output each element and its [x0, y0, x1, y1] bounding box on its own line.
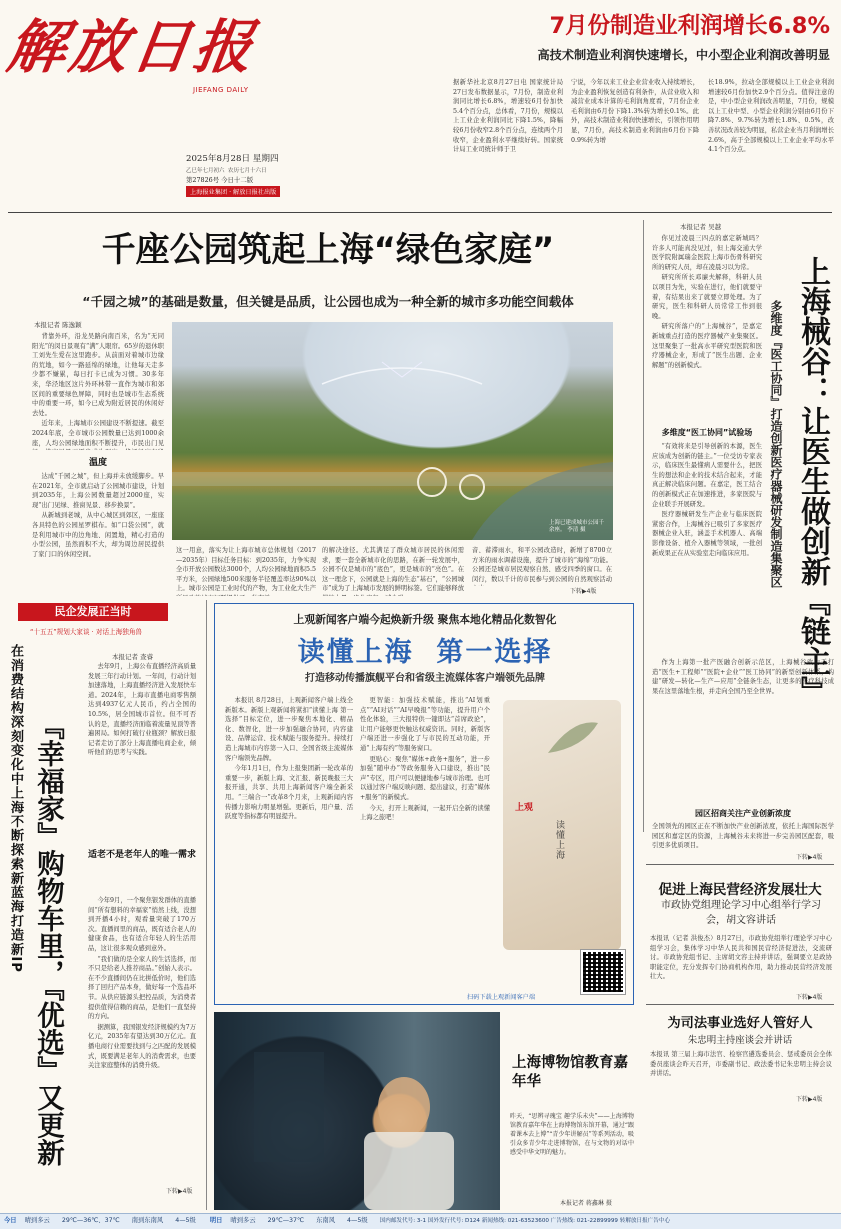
weather-tomorrow-wind: 东南风 — [316, 1217, 335, 1224]
museum-credit: 本报记者 蒋鑫琳 摄 — [560, 1200, 612, 1207]
museum-title — [512, 1054, 630, 1092]
park-col4: 音、蓄滞雨水，和平公园改造时，新增了8700立方米的雨水调蓄设施，提升了城市的“海绵”功能。公园还是城市居民观察自然、感受四季的窗口。在闵行，数以千计的市民参与到公园的自然观察活动 — [472, 547, 612, 583]
people-col1 — [88, 662, 196, 892]
weather-tomorrow-sky: 晴到多云 — [230, 1217, 256, 1224]
park-text: 背靠外环，沿龙吴路向南百米，名为“无同阳光”的闵日景观有“满”人眼帘。65岁的退休职工刘先生爱在这里跑步。从前面对着城市边缘的荒地，如今一路延绵的绿地，让他每天走多少都不嫌累，每日打卡已成为习惯。30多年来，华泾地区这片外环林带一直作为城市和郊区间的重要绿色屏障，同时也是城市生态系统中的重要一环，如今已成为附近居民的休闲好去处。 — [32, 333, 164, 417]
masthead-logo: 解放日报 — [3, 13, 261, 81]
masthead-issue: 第27826号 今日十二版 — [186, 176, 254, 184]
people-byline: 本报记者 查睿 — [112, 653, 154, 661]
park-byline: 本报记者 陈逸颖 — [34, 321, 82, 329]
masthead-group: 上海报业集团 · 解放日报社出版 — [186, 186, 280, 197]
app-phone-logo: 上观 — [515, 803, 534, 813]
machinery-vertical-title: 上海械谷：让医生做创新『链主』 — [795, 256, 830, 706]
qr-code-image[interactable] — [581, 950, 625, 994]
people-text: 据测算，我国银发经济规模约为7万亿元，2035年有望达到30万亿元。直播电商行业需要找到与之匹配的发展模式，既要满足老年人的消费需求，也要关注家庭整体的消费升级。 — [88, 1023, 196, 1070]
app-promo-col1 — [225, 696, 353, 996]
machinery-subheading: 多维度“医工协同”试验场 — [661, 428, 753, 437]
app-promo-text: 今年1月1日，作为上报集团新一轮改革的重要一步，新版上海、文汇报、新民晚报三大报开通，共享、共用上海新闻客户端全新采用。“三端合一”改革8个月来，上观新闻内容传播力影响力明显增强。更新后，用户量、活跃度等指标都有明显提升。 — [225, 765, 353, 821]
park-col3: 的解决途径。尤其满足了群众城市居民的休闲需求，要一套全新城市化的思路，在新一轮发展中，公园不仅是城市的“底色”，更是城市的“亮色”。在这一理念下，公园就是上海的生态“基石”，“公园城市”成为了上海城市发展的鲜明标签。它们能够释放 — [322, 547, 464, 593]
people-text: 去年9月，上海公布直播经济高质量发展三年行动计划。一年间，行动计划加速落地，上海直播经济进入发展快车道。2024年，上海市直播电商零售额达到4937亿元人民币，约占全国的10.5%，居全国城市首位。但不可否认的是，直播经济面临着流量见顶等普遍困局。如何打破行业瓶颈？解放日报记者走访了部分上海直播电商企业，倾听他们的思考与实践。 — [88, 663, 196, 757]
top-story-col3: 长18.9%，拉动全部规模以上工业企业利润增速较6月份加快2.9个百分点。值得注意的是，中小型企业利润改善明显，7月份，规模以上工业中型、小型企业利润分别由6月份下降7.8%、9.7%转为增长1.8%、0.5%，改善状况改善较为明显，私营企业当月利润增长2.6%，高于全部规模以上工业企业平均水平4.1个百分点。 — [708, 79, 834, 154]
divider — [643, 220, 644, 832]
park-photo-caption: 上海已建成城市公园千余座。 李清 摄 — [549, 520, 605, 533]
people-banner: 民企发展正当时 — [18, 603, 168, 621]
weather-today-level: 4—5级 — [175, 1217, 196, 1224]
park-col2: 这一用意，落实为让上海市城市总体规划（2017—2035年）目标任务目标：到2035年，力争实现全市开放公园数达3000个，人均公园绿地面积5.5平方米，公园绿地500米服务半径覆盖率达90%以上。城市公园是工业时代的产物，为工业化大生产 — [176, 547, 316, 593]
app-promo-text: 更贴心：聚焦“媒体+政务+服务”，进一步加强“随申办”等政务服务入口建设，推出“民声”专区，用户可以便捷地参与城市治理。也可以通过客户端反映问题、提出建议，打造“媒体+服务”的新模式。 — [360, 755, 490, 801]
machinery-text: “有效将来是引导创新的本源，医生应该成为创新的链主。”一位受访专家表示，临床医生最懂病人需要什么，把医生的想法和企业的技术结合起来，才能真正解决临床问题。在嘉定，医工结合的创新模式正在加速推进，多家医院与企业联手开展研发。 — [652, 443, 762, 508]
weather-today-wind: 南到东南风 — [131, 1217, 164, 1224]
app-phone-image — [503, 700, 621, 950]
park-col1 — [32, 332, 164, 564]
park-continue[interactable]: 下转▶4版 — [570, 588, 597, 595]
museum-title-text: 上海博物馆教育嘉年华 — [512, 1055, 628, 1090]
machinery-vertical-subtitle: 多维度『医工协同』打造创新医疗器械研发制造集聚区 — [769, 300, 783, 588]
museum-photo — [214, 1012, 500, 1210]
judicial-subtitle: 朱忠明主持座谈会并讲话 — [687, 1035, 793, 1046]
app-promo-subtitle: 打造移动传播旗舰平台和省级主流媒体客户端领先品牌 — [305, 673, 545, 684]
app-promo-text: 今天，打开上观新闻，一起开启全新的读懂上海之旅吧！ — [360, 804, 490, 822]
lunar-date-2: 农历七月十六日 — [228, 168, 267, 174]
app-promo-text: 本报讯 8月28日，上观新闻客户端上线全新版本。新版上观新闻将紧扣“读懂上海 第一选择”目标定位，进一步聚焦本地化、精品化、数智化，进一步加强融合协同，内容建设、品牌运营、技术赋能与服务提升。持续打造上海城市内容第一入口、全国省级主流媒体客户端领先品牌。 — [225, 697, 353, 762]
people-vertical-title: 在消费结构深刻变化中上海不断探索新蓝海打造新IP — [8, 644, 23, 973]
weather-today-sky: 晴到多云 — [24, 1217, 50, 1224]
machinery-text: 作为上海第一批产医融合创新示范区，上海械谷致力于打造“医生+工程师”“医院+企业”“医工协同”的新型创新体系，构建“研发—转化—生产—应用”全链条生态，让更多的医疗科技成果在这里落地生根，并走向全国乃至全世界。 — [652, 659, 834, 695]
top-story-title: 7月份制造业利润增长6.8% — [549, 13, 830, 39]
people-col1b — [88, 896, 196, 1208]
park-subhead: “千园之城”的基础是数量，但关键是品质，让公园也成为一种全新的城市多功能空间载体 — [82, 294, 574, 309]
divider — [206, 600, 207, 1210]
park-text: 近年来，上海城市公园建设不断提速。截至2024年底，全市城市公园数量已达到1000余座，人均公园绿地面积不断提升，市民出门见 — [32, 420, 164, 447]
app-promo-text: 更智能：加强技术赋能，推出“AI划重点”“AI对话”“AI早晚报”等功能，提升用户个性化体验，三大报特供一键即达“首席政论”，让用户能够更快触达权威资讯。同时，新版客户端还进一步强化了与市民的互动功能，开通“上海有约”等服务窗口。 — [360, 697, 490, 752]
people-series: “十五五”规划大家谈 · 对话上海独角兽 — [30, 628, 143, 636]
machinery-text: 医疗器械研发生产企业与临床医院紧密合作，上海械谷已吸引了多家医疗器械企业入驻，涵盖手术机器人、高端影像设备、植介入器械等领域，一批创新成果正在从实验室走向临床应用。 — [652, 511, 762, 557]
judicial-continue[interactable]: 下转▶4版 — [796, 1096, 823, 1103]
machinery-subheading-2: 园区招商关注产业创新浓度 — [695, 809, 791, 818]
app-phone-slogan: 读懂上海 — [554, 820, 564, 860]
divider — [646, 864, 834, 865]
park-text: 达成“千园之城”，但上海并未放缓脚步。早在2021年，全市就启动了公园城市建设，计划到2035年，上海公园数量超过2000座，实现“出门见绿、推窗见景、移步换景”。 — [32, 473, 164, 509]
weather-bar — [0, 1213, 841, 1229]
park-headline: 千座公园筑起上海“绿色家庭” — [101, 230, 555, 270]
app-promo-col2 — [360, 696, 490, 996]
lunar-date-1: 乙巳年七月初六 — [186, 168, 225, 174]
top-story-col1: 据新华社北京8月27日电 国家统计局27日发布数据显示，7月份，制造业利润同比增长6.8%，增速较6月份加快5.4个百分点，总体看，7月份，规模以上工业企业利润同比下降1.5%，降幅较6月份收窄2.8个百分点，连续两个月收窄，企业盈利水平继续好转。国家统计局工业司统计师于卫 — [453, 79, 563, 154]
museum-caption: 昨天，“思辨寻瑰宝 趣学乐未央”——上海博物馆教育嘉年华在上海博物馆东馆开幕，通过“跟着课本去上博”“青少年讲解员”等系列活动，吸引众多青少年走进博物馆，在与文物的对话中感受中华文明的魅力。 — [510, 1113, 634, 1156]
private-econ-continue[interactable]: 下转▶4版 — [796, 994, 823, 1001]
machinery-continue[interactable]: 下转▶4版 — [796, 854, 823, 861]
people-text: “我们做的是全家人的生活选择，而不只是给老人推荐商品。”创始人表示。在不少直播间仍在比拼低价时，他们选择了回归产品本身，做好每一个选品环节。从供应链源头把控品质，为消费者提供值得信赖的商品，是他们一直坚持的方向。 — [88, 955, 196, 1021]
masthead-english: JIEFANG DAILY — [193, 86, 249, 94]
app-promo-box — [214, 603, 634, 1005]
people-vertical-title-main: 『幸福家』购物车里，『优选』又更新 — [32, 712, 64, 1166]
bridge-image — [172, 322, 613, 540]
divider — [646, 1004, 834, 1005]
machinery-text: 研究所所长邓廉夫解释，科研人员以项目为先，实验在进行，他们就要守着，有结果出来了就要立即处理。为了研究，医生和科研人员常常工作到很晚。 — [652, 274, 762, 320]
top-story-subtitle: 高技术制造业利润快速增长，中小型企业利润改善明显 — [537, 48, 830, 62]
top-story-col2: 宁说，今年以来工业企业营业收入持续增长，为企业盈利恢复创造有利条件，从营业收入和减营业成本计算的毛利润角度看，7月份企业毛利润由6月份下降1.3%转为增长0.1%。此外，高技术制造业利润快速增长，引领作用明显，7月份，高技术制造业利润由6月份下降0.9%转为增 — [571, 79, 699, 144]
child-reading-image — [214, 1012, 500, 1210]
app-promo-title: 读懂上海 第一选择 — [297, 637, 553, 668]
park-text: 从新城到老城，从中心城区到郊区，一座座各具特色的公园星罗棋布。如“口袋公园”，就是利用城市中的边角地、闲置地，精心打造的小型公园，虽然面积不大，却为周边居民提供了家门口的休闲空间。 — [32, 512, 164, 558]
leaf-icon — [543, 718, 603, 758]
qr-caption: 扫码下载上观新闻客户端 — [467, 994, 536, 1001]
masthead-lunar — [186, 166, 267, 174]
footer-info: 国内邮发代号: 3-1 国外发行代号: D124 新闻热线: 021-63523600 广告热线: 021-22899999 转解放日报广告中心 — [379, 1218, 671, 1224]
machinery-text: 研究所落户的“上海械谷”，是嘉定新城重点打造的医疗器械产业集聚区。这里聚集了一批高水平研究型医院和医疗器械企业，形成了“医生出题、企业解题”的创新模式。 — [652, 323, 762, 369]
weather-tomorrow-temp: 29℃—37℃ — [267, 1217, 305, 1224]
private-econ-subtitle: 市政协党组理论学习中心组举行学习会，胡文容讲话 — [661, 900, 821, 926]
people-continue[interactable]: 下转▶4版 — [166, 1188, 193, 1195]
machinery-col-bottom: 全国领先的园区正在不断加快产业创新浓度，依托上海国际医学园区和嘉定区的资源，上海械谷未来将进一步完善园区配套，吸引更多优质项目。 — [652, 823, 834, 850]
park-photo — [172, 322, 613, 540]
private-econ-body: 本报讯（记者 洪俊杰）8月27日，市政协党组举行理论学习中心组学习会，集体学习中华人民共和国民营经济促进法，交流研讨。市政协党组书记、主席胡文容主持并讲话，强调要立足政协职能定位，充分发挥专门协商机构作用，助力推动民营经济发展壮大。 — [650, 935, 832, 981]
app-promo-kicker: 上观新闻客户端今起焕新升级 聚焦本地化精品化数智化 — [293, 613, 557, 626]
weather-tomorrow-label: 明日 — [209, 1217, 223, 1224]
judicial-title: 为司法事业选好人管好人 — [667, 1016, 813, 1031]
park-subheading: 温度 — [88, 458, 107, 468]
masthead — [3, 6, 279, 196]
divider — [8, 212, 832, 213]
judicial-body: 本报讯 第三届上海市法官、检察官遴选委员会、惩戒委员会全体委员座谈会昨天召开，市委副书记、政法委书记朱忠明主持会议并讲话。 — [650, 1051, 832, 1078]
people-text: 今年9月，一个聚焦银发群体的直播间“所有想料的幸福家”悄然上线，没想到开播4小时，观看量突破了170万次。直播间里的商品，既有适合老人的健康食品，也有适合年轻人的生活用品，这让很多观众感到意外。 — [88, 897, 196, 952]
private-econ-title: 促进上海民营经济发展壮大 — [658, 882, 822, 898]
masthead-date: 2025年8月28日 星期四 — [186, 154, 279, 164]
weather-today-label: 今日 — [4, 1217, 17, 1224]
weather-tomorrow-level: 4—5级 — [347, 1217, 368, 1224]
people-subheading: 适老不是老年人的唯一需求 — [88, 850, 197, 860]
machinery-byline: 本报记者 吴越 — [680, 223, 722, 231]
weather-today-temp: 29℃—36℃、37℃ — [61, 1217, 120, 1224]
machinery-text: 你见过凌晨三四点的嘉定新城吗？许多人可能真没见过，但上海交通大学医学院附属瑞金医院上海市伤骨科研究所的研究人员，却在凌晨习以为常。 — [652, 235, 762, 271]
